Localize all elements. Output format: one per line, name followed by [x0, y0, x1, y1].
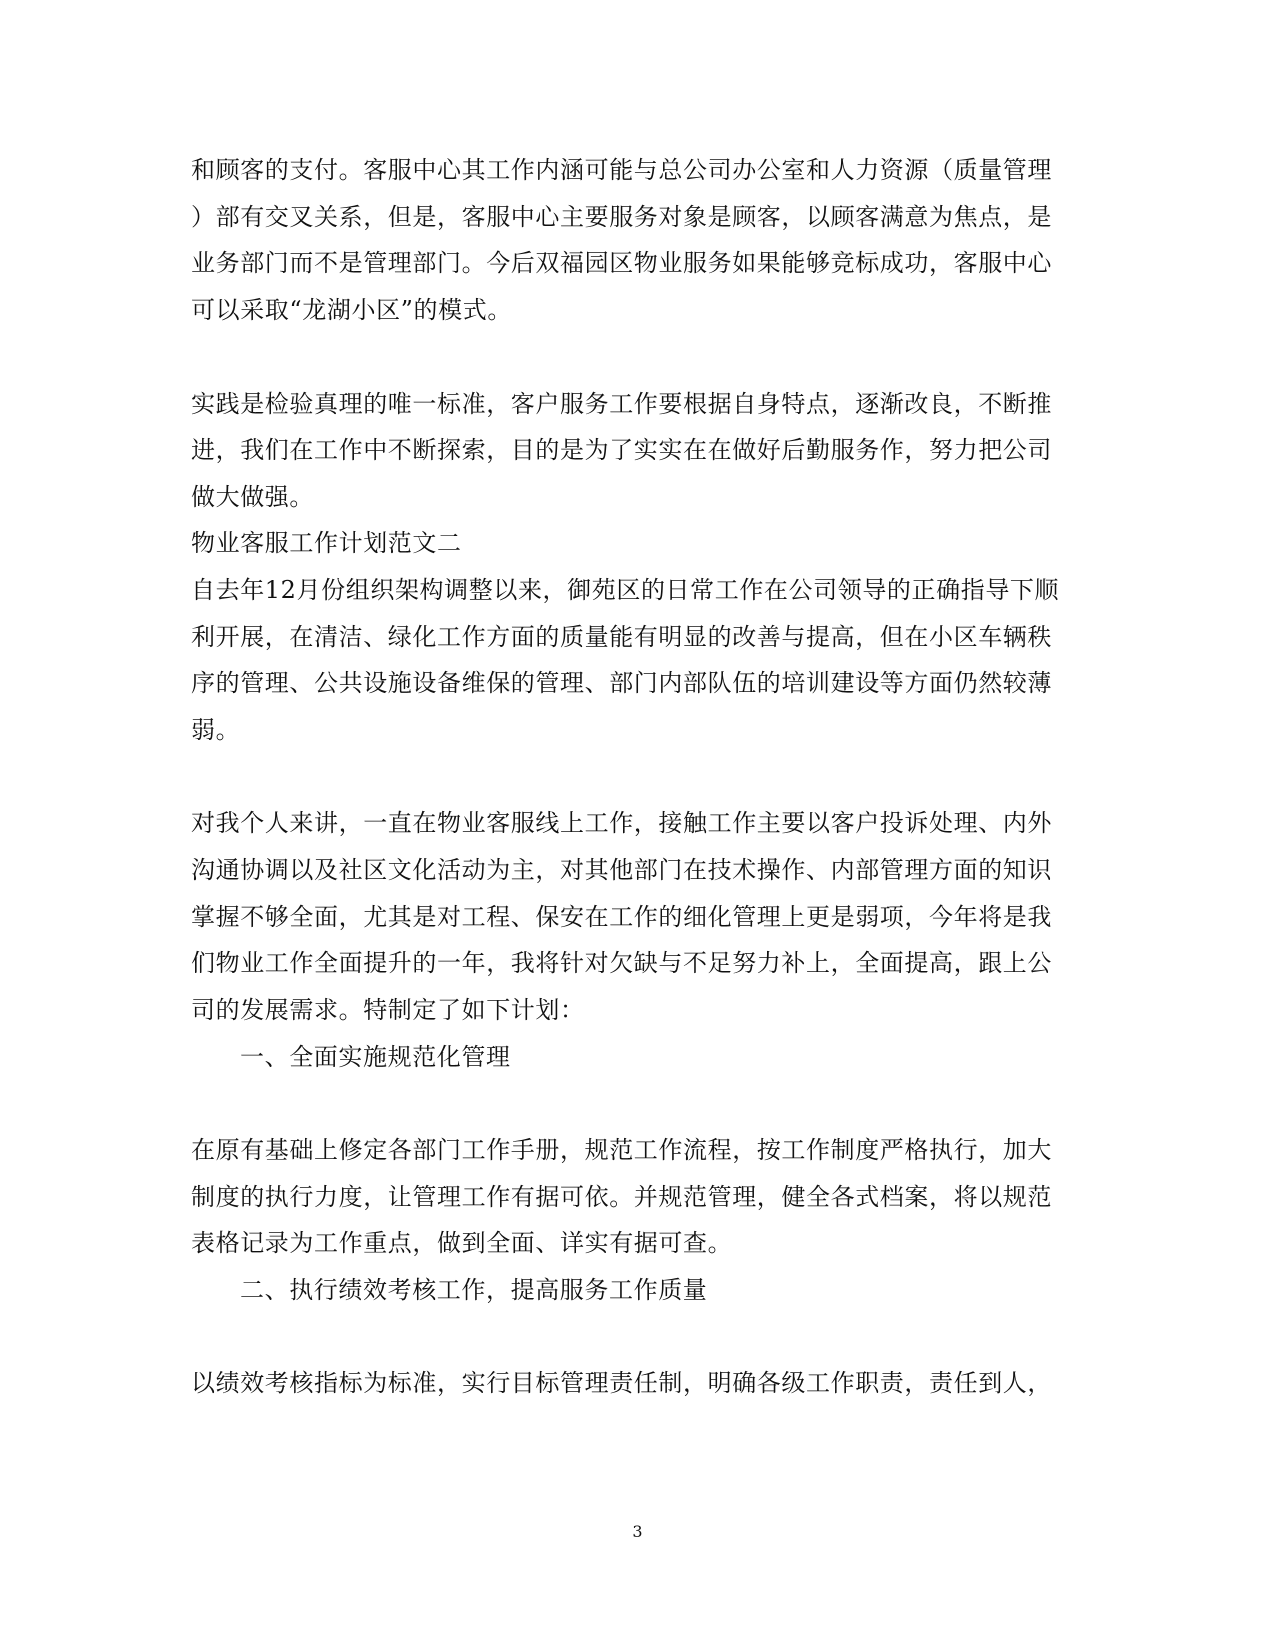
text-line: ）部有交叉关系，但是，客服中心主要服务对象是顾客，以顾客满意为焦点，是	[191, 203, 1052, 231]
text-line: 自去年12月份组织架构调整以来，御苑区的日常工作在公司领导的正确指导下顺	[191, 576, 1060, 604]
text-line: 掌握不够全面，尤其是对工程、保安在工作的细化管理上更是弱项，今年将是我	[191, 903, 1052, 931]
text-line: 进，我们在工作中不断探索，目的是为了实实在在做好后勤服务作，努力把公司	[191, 436, 1052, 464]
text-line: 以绩效考核指标为标准，实行目标管理责任制，明确各级工作职责，责任到人，	[191, 1369, 1052, 1397]
text-line: 在原有基础上修定各部门工作手册，规范工作流程，按工作制度严格执行，加大	[191, 1136, 1052, 1164]
text-line: 司的发展需求。特制定了如下计划：	[191, 996, 585, 1024]
text-line: 做大做强。	[191, 483, 314, 511]
page-number: 3	[632, 1522, 643, 1541]
text-line: 对我个人来讲，一直在物业客服线上工作，接触工作主要以客户投诉处理、内外	[191, 809, 1052, 837]
text-line: 业务部门而不是管理部门。今后双福园区物业服务如果能够竞标成功，客服中心	[191, 249, 1052, 277]
text-line: 序的管理、公共设施设备维保的管理、部门内部队伍的培训建设等方面仍然较薄	[191, 669, 1052, 697]
subsection-heading: 一、全面实施规范化管理	[240, 1043, 511, 1071]
text-line: 实践是检验真理的唯一标准，客户服务工作要根据自身特点，逐渐改良，不断推	[191, 390, 1052, 418]
text-line: 们物业工作全面提升的一年，我将针对欠缺与不足努力补上，全面提高，跟上公	[191, 949, 1052, 977]
text-line: 利开展，在清洁、绿化工作方面的质量能有明显的改善与提高，但在小区车辆秩	[191, 623, 1052, 651]
text-line: 弱。	[191, 716, 241, 744]
text-line: 可以采取“龙湖小区”的模式。	[191, 296, 512, 324]
text-line: 表格记录为工作重点，做到全面、详实有据可查。	[191, 1229, 733, 1257]
text-line: 沟通协调以及社区文化活动为主，对其他部门在技术操作、内部管理方面的知识	[191, 856, 1052, 884]
text-line: 和顾客的支付。客服中心其工作内涵可能与总公司办公室和人力资源（质量管理	[191, 156, 1052, 184]
text-line: 制度的执行力度，让管理工作有据可依。并规范管理，健全各式档案，将以规范	[191, 1183, 1052, 1211]
subsection-heading: 二、执行绩效考核工作，提高服务工作质量	[240, 1276, 708, 1304]
section-heading: 物业客服工作计划范文二	[191, 529, 462, 557]
